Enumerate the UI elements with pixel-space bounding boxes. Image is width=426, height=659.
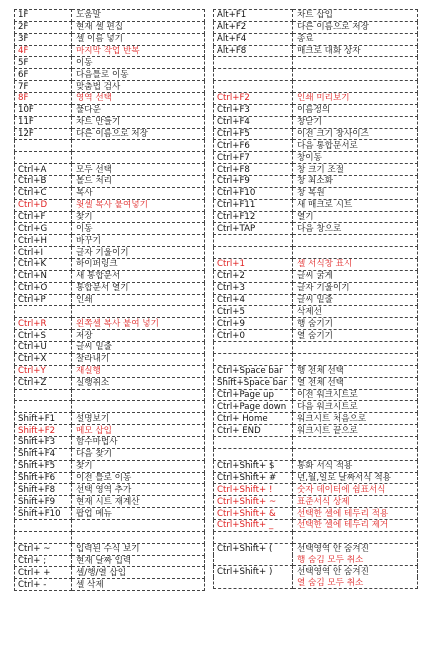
shortcut-key: Shift+F5 [15,460,72,472]
shortcut-key: 7F [15,81,72,93]
shortcut-key: Alt+F8 [214,45,293,57]
shortcut-description: 입력된 수식 보기 [72,543,205,555]
shortcut-key: 11F [15,116,72,128]
shortcut-description: 선택영역 안 숨겨진 [293,543,418,554]
shortcut-description: 인쇄 미리보기 [293,93,418,105]
table-row [15,247,205,259]
table-row [15,152,205,164]
table-row [15,484,205,496]
table-row [214,69,418,81]
shortcut-description: 설명보기 [72,413,205,425]
shortcut-key: Shift+F8 [15,484,72,496]
shortcut-key: Ctrl+Shift+ # [214,472,293,484]
shortcut-description: 이전 틀로 이동 [72,472,205,484]
shortcut-key: Shift+F6 [15,472,72,484]
shortcut-description: 삭제선 [293,306,418,318]
table-row [15,294,205,306]
shortcut-key: Ctrl+I [15,247,72,259]
shortcut-key [214,247,293,259]
shortcut-description [293,342,418,354]
table-row [214,57,418,69]
shortcut-key [214,353,293,365]
shortcut-description: 창닫기 [293,116,418,128]
table-row [214,270,418,282]
shortcut-description: 워크시트 끝으로 [293,425,418,437]
table-row [214,176,418,188]
shortcut-key: 3F [15,33,72,45]
table-row [214,531,418,543]
shortcut-key: 5F [15,57,72,69]
shortcut-description: 저장 [72,330,205,342]
shortcut-key: Ctrl+U [15,342,72,354]
shortcut-description: 맞춤법 검사 [72,81,205,93]
shortcut-key: Ctrl+ ; [15,555,72,567]
shortcut-key [214,81,293,93]
shortcut-key: Ctrl+Shift+ _ [214,519,293,531]
table-row [214,318,418,330]
shortcut-key [214,342,293,354]
table-row [15,259,205,271]
shortcut-description [72,152,205,164]
shortcut-key: Ctrl+P [15,294,72,306]
table-row [15,425,205,437]
table-row [214,247,418,259]
table-row [15,235,205,247]
shortcut-key [214,69,293,81]
shortcut-key: Shift+F2 [15,425,72,437]
table-row [214,294,418,306]
table-row [15,342,205,354]
shortcut-key: Ctrl+Shift+ ) [214,566,293,577]
shortcut-key [15,389,72,401]
table-row [15,21,205,33]
shortcut-description: 팝업 메뉴 [72,508,205,520]
table-row [15,282,205,294]
shortcut-key: Ctrl+5 [214,306,293,318]
shortcut-description [293,235,418,247]
shortcut-description: 새 매크로 시트 [293,199,418,211]
shortcut-key: 6F [15,69,72,81]
table-row [214,81,418,93]
shortcut-description: 다음 창으로 [293,223,418,235]
table-row [15,306,205,318]
table-row [15,496,205,508]
table-row [214,484,418,496]
table-row [15,543,205,555]
shortcut-description: 다음 찾기 [72,448,205,460]
shortcut-key [15,140,72,152]
shortcut-key: Shift+F1 [15,413,72,425]
table-row [15,401,205,413]
table-row [214,365,418,377]
shortcut-key: Ctrl+F2 [214,93,293,105]
shortcut-description: 다음틀로 이동 [72,69,205,81]
shortcut-key: Ctrl+F11 [214,199,293,211]
shortcut-description: 종료 [293,33,418,45]
table-row [15,472,205,484]
table-row [15,365,205,377]
shortcut-description [293,448,418,460]
table-row [214,164,418,176]
shortcut-key [15,152,72,164]
table-row [15,33,205,45]
shortcut-key: Ctrl+R [15,318,72,330]
shortcut-description [72,531,205,543]
shortcut-key: Ctrl+1 [214,259,293,271]
table-row [214,45,418,57]
shortcut-description: 숫자 데이터에 쉼표서식 [293,484,418,496]
shortcut-description: 매크로 대화 상자 [293,45,418,57]
shortcut-description: 셀 이름 넣기 [72,33,205,45]
shortcut-description: 복사 [72,187,205,199]
shortcut-key [214,235,293,247]
shortcut-table-right [213,9,418,589]
shortcut-key: Ctrl+ Home [214,413,293,425]
shortcut-key: Ctrl+3 [214,282,293,294]
table-row [214,460,418,472]
shortcut-description: 워크시트 처음으로 [293,413,418,425]
shortcut-key: Ctrl+F4 [214,116,293,128]
table-row [15,436,205,448]
shortcut-description: 차트 삽입 [293,10,418,22]
table-row [15,460,205,472]
shortcut-description [72,306,205,318]
shortcut-description: 새 통합문서 [72,270,205,282]
shortcut-description: 다른 이름으로 저장 [72,128,205,140]
shortcut-description: 창 크기 조절 [293,164,418,176]
shortcut-description: 잘라내기 [72,353,205,365]
table-row [15,508,205,520]
shortcut-key: Ctrl+F [15,211,72,223]
shortcut-description: 다른 이름으로 저장 [293,21,418,33]
table-row [15,448,205,460]
shortcut-description: 열 전체 선택 [293,377,418,389]
shortcut-description: 하이퍼링크 [72,259,205,271]
table-row [214,555,418,566]
shortcut-description: 선택영역 안 숨겨진 [293,566,418,577]
shortcut-description: 다음 통합문서로 [293,140,418,152]
table-row [214,211,418,223]
shortcut-description: 셀 삭제 [72,579,205,591]
table-row [214,508,418,520]
shortcut-key: 2F [15,21,72,33]
table-row [15,318,205,330]
shortcut-description: 현재 셀 편집 [72,21,205,33]
shortcut-description: 이동 [72,223,205,235]
table-row [15,116,205,128]
table-row [15,353,205,365]
shortcut-key: 1F [15,10,72,22]
shortcut-description: 셀 서식창 표시 [293,259,418,271]
shortcut-key [214,577,293,588]
shortcut-description: 메모 삽입 [72,425,205,437]
table-row [15,555,205,567]
table-row [15,128,205,140]
table-row [15,389,205,401]
shortcut-description: 함수마법사 [72,436,205,448]
shortcut-key: Ctrl+Shift+ ( [214,543,293,554]
shortcut-description: 셀/행/열 삽입 [72,567,205,579]
shortcut-key: 10F [15,104,72,116]
shortcut-description [72,140,205,152]
shortcut-key: Ctrl+H [15,235,72,247]
shortcut-key: 8F [15,93,72,105]
shortcut-description: 선택한 셀에 테두리 적용 [293,508,418,520]
shortcut-key: Ctrl+0 [214,330,293,342]
shortcut-description: 왼쪽셀 복사 붙여 넣기 [72,318,205,330]
shortcut-description: 열기 [293,211,418,223]
table-row [15,164,205,176]
shortcut-key [214,57,293,69]
shortcut-key [214,448,293,460]
shortcut-description: 인쇄 [72,294,205,306]
shortcut-key: Ctrl+G [15,223,72,235]
table-row [214,425,418,437]
table-row [214,199,418,211]
table-row [15,81,205,93]
shortcut-description [293,247,418,259]
shortcut-key: Shift+F3 [15,436,72,448]
shortcut-key: Shift+F9 [15,496,72,508]
shortcut-key [15,519,72,531]
table-row [214,342,418,354]
shortcut-description: 행 숨기기 [293,318,418,330]
shortcut-key: Ctrl+F3 [214,104,293,116]
table-row [214,401,418,413]
shortcut-description: 글자 기울이기 [293,282,418,294]
shortcut-description: 열 숨기기 [293,330,418,342]
shortcut-description: 창 복원 [293,187,418,199]
shortcut-key: Ctrl+F7 [214,152,293,164]
shortcut-description: 열 숨김 모두 취소 [293,577,418,588]
shortcut-key: 4F [15,45,72,57]
shortcut-key: Alt+F4 [214,33,293,45]
shortcut-key: Ctrl+Z [15,377,72,389]
shortcut-key: Alt+F1 [214,10,293,22]
shortcut-key: Ctrl+X [15,353,72,365]
shortcut-key: Ctrl+TAP [214,223,293,235]
table-row [214,353,418,365]
table-row [15,270,205,282]
table-row [15,187,205,199]
shortcut-description: 도움말 [72,10,205,22]
shortcut-description: 영역 선택 [72,93,205,105]
table-row [214,448,418,460]
shortcut-key: Ctrl+O [15,282,72,294]
shortcut-key: Ctrl+D [15,199,72,211]
table-row [214,140,418,152]
table-row [15,413,205,425]
shortcut-key: Alt+F2 [214,21,293,33]
table-row [214,413,418,425]
shortcut-key: Ctrl+C [15,187,72,199]
shortcut-description [293,69,418,81]
table-row [15,223,205,235]
shortcut-description: 마지막 작업 반복 [72,45,205,57]
shortcut-key: Ctrl+F9 [214,176,293,188]
shortcut-key: Ctrl+F8 [214,164,293,176]
shortcut-key: Ctrl+ END [214,425,293,437]
shortcut-description: 다음 워크시트로 [293,401,418,413]
shortcut-key: Ctrl+F5 [214,128,293,140]
table-row [15,176,205,188]
table-row [15,69,205,81]
table-row [214,21,418,33]
table-row [214,33,418,45]
table-row [214,330,418,342]
shortcut-key: Ctrl+Space bar [214,365,293,377]
table-row [15,531,205,543]
shortcut-description: 찾기 [72,211,205,223]
shortcut-key: Ctrl+F12 [214,211,293,223]
shortcut-key [214,531,293,543]
table-row [214,519,418,531]
shortcut-key [15,531,72,543]
table-row [214,128,418,140]
shortcut-description [72,401,205,413]
shortcut-key [15,306,72,318]
shortcut-key: Ctrl+Y [15,365,72,377]
table-row [214,577,418,588]
shortcut-key: Ctrl+Shift+ ~ [214,496,293,508]
shortcut-description: 글씨 밑줄 [72,342,205,354]
shortcut-key: Ctrl+K [15,259,72,271]
shortcut-description [72,389,205,401]
shortcut-key: Shift+Space bar [214,377,293,389]
shortcut-description: 행 숨김 모두 취소 [293,555,418,566]
shortcut-description [293,353,418,365]
shortcut-key [15,401,72,413]
table-row [214,116,418,128]
shortcut-key: Ctrl+ ~ [15,543,72,555]
shortcut-key [214,436,293,448]
shortcut-key: Shift+F10 [15,508,72,520]
shortcut-key: Ctrl+F6 [214,140,293,152]
shortcut-description: 실행취소 [72,377,205,389]
shortcut-key: Ctrl+Shift+ ! [214,484,293,496]
shortcut-key: Ctrl+Shift+ $ [214,460,293,472]
table-row [15,519,205,531]
shortcut-key: Ctrl+2 [214,270,293,282]
shortcut-description: 모두 선택 [72,164,205,176]
shortcut-key: Ctrl+Shift+ & [214,508,293,520]
table-row [214,93,418,105]
shortcut-description: 이동 [72,57,205,69]
table-row [214,389,418,401]
shortcut-description: 현재 시트 재계산 [72,496,205,508]
table-row [15,10,205,22]
table-row [214,472,418,484]
shortcut-key: Ctrl+9 [214,318,293,330]
shortcut-key: Shift+F4 [15,448,72,460]
table-row [214,223,418,235]
shortcut-description: 행 전체 선택 [293,365,418,377]
table-row [15,330,205,342]
table-row [214,436,418,448]
table-row [214,104,418,116]
shortcut-description: 현재 날짜 입력 [72,555,205,567]
shortcut-description [293,531,418,543]
shortcut-key: Ctrl+N [15,270,72,282]
shortcut-description: 글씨 밑줄 [293,294,418,306]
shortcut-description: 창 최소화 [293,176,418,188]
table-row [15,45,205,57]
table-row [214,282,418,294]
shortcut-description: 이름정의 [293,104,418,116]
table-row [15,567,205,579]
shortcut-description [72,519,205,531]
shortcut-description: 년,월,일로 날짜서식 적용 [293,472,418,484]
shortcut-description [293,81,418,93]
table-row [214,235,418,247]
shortcut-key: Ctrl+A [15,164,72,176]
table-row [15,140,205,152]
shortcut-key: Ctrl+4 [214,294,293,306]
table-row [214,566,418,577]
table-row [15,93,205,105]
table-row [15,57,205,69]
table-row [214,259,418,271]
shortcut-description [293,57,418,69]
table-row [214,496,418,508]
shortcut-key: Ctrl+ - [15,579,72,591]
shortcut-description: 윗셀 복사 붙여넣기 [72,199,205,211]
table-row [214,306,418,318]
shortcut-description: 재실행 [72,365,205,377]
shortcut-description: 창이동 [293,152,418,164]
shortcut-key: 12F [15,128,72,140]
shortcut-description: 이전 워크시트로 [293,389,418,401]
shortcut-description: 통화 서식 적용 [293,460,418,472]
table-row [15,199,205,211]
table-row [214,377,418,389]
shortcut-description: 표준서식 상제 [293,496,418,508]
shortcut-key [214,555,293,566]
shortcut-table-left [14,9,205,591]
shortcut-description [293,436,418,448]
table-row [214,10,418,22]
table-row [15,211,205,223]
table-row [15,104,205,116]
table-row [214,187,418,199]
shortcut-key: Ctrl+B [15,176,72,188]
shortcut-description: 선택한 셀에 테두리 제거 [293,519,418,531]
shortcut-description: 바꾸기 [72,235,205,247]
shortcut-key: Ctrl+S [15,330,72,342]
shortcut-description: 찾기 [72,460,205,472]
shortcut-description: 글씨 굵게 [293,270,418,282]
shortcut-description: 선택 영역 추가 [72,484,205,496]
shortcut-key: Ctrl+Page down [214,401,293,413]
shortcut-key: Ctrl+F10 [214,187,293,199]
table-row [214,152,418,164]
shortcut-description: 이전 크기 창사이즈 [293,128,418,140]
shortcut-key: Ctrl+Page up [214,389,293,401]
table-row [214,543,418,554]
table-row [15,579,205,591]
shortcut-key: Ctrl+ + [15,567,72,579]
shortcut-description: 글자 기울이기 [72,247,205,259]
shortcut-description: 볼드 처리 [72,176,205,188]
shortcut-description: 풀다운 [72,104,205,116]
shortcut-description: 차트 만들기 [72,116,205,128]
table-row [15,377,205,389]
shortcut-description: 통합문서 열기 [72,282,205,294]
